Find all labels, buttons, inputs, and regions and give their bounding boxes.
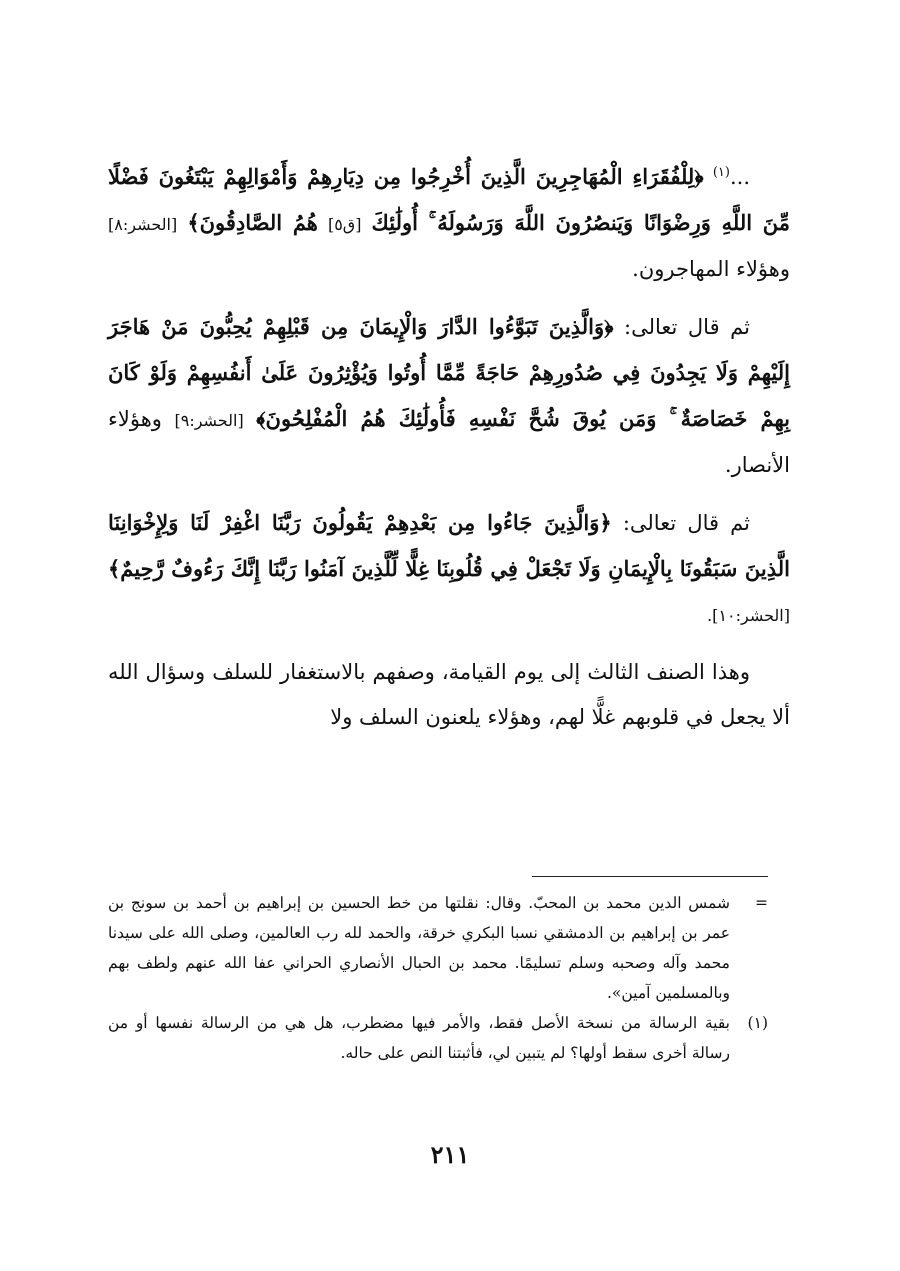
footnotes bbox=[108, 888, 768, 1068]
quran-verse: ﴿وَالَّذِينَ جَاءُوا مِن بَعْدِهِمْ يَقُولُونَ رَبَّنَا اغْفِرْ لَنَا وَلِإِخْوَانِنَا الَّذِينَ سَبَقُونَا بِالْإِيمَانِ وَلَا تَجْعَلْ فِي قُلُوبِنَا غِلًّا لِّلَّذِينَ آمَنُوا رَبَّنَا إِنَّكَ رَءُوفٌ رَّحِيمٌ﴾ bbox=[108, 510, 790, 581]
verse-reference: [الحشر:٩] bbox=[174, 411, 244, 430]
page-number: ٢١١ bbox=[430, 1140, 470, 1169]
footnote-continuation bbox=[108, 888, 768, 1008]
paragraph-third-category bbox=[108, 650, 790, 740]
quran-verse: ﴿لِلْفُقَرَاءِ الْمُهَاجِرِينَ الَّذِينَ أُخْرِجُوا مِن دِيَارِهِمْ وَأَمْوَالِهِمْ يَبْتَغُونَ فَضْلًا مِّنَ اللَّهِ وَرِضْوَانًا وَيَنصُرُونَ اللَّهَ وَرَسُولَهُ ۚ أُولَٰئِكَ bbox=[108, 164, 791, 235]
main-text bbox=[108, 150, 790, 752]
footnote-text: بقية الرسالة من نسخة الأصل فقط، والأمر فيها مضطرب، هل هي من الرسالة نفسها أو من رسالة أخرى سقط أولها؟ لم يتبين لي، فأثبتنا النص على حاله. bbox=[108, 1014, 730, 1062]
paragraph-ansar bbox=[108, 304, 790, 488]
lead-text: ثم قال تعالى: bbox=[624, 315, 750, 339]
footnote-1 bbox=[108, 1008, 768, 1068]
commentary: وهؤلاء الأنصار. bbox=[108, 407, 790, 477]
verse-reference: [الحشر:١٠]. bbox=[707, 606, 790, 625]
lead-text: ثم قال تعالى: bbox=[622, 511, 750, 535]
continuation-marker: = bbox=[755, 894, 768, 912]
footnote-divider bbox=[532, 876, 768, 877]
paragraph-muhajirun bbox=[108, 150, 790, 292]
body-text: وهذا الصنف الثالث إلى يوم القيامة، وصفهم بالاستغفار للسلف وسؤال الله ألا يجعل في قلوبهم غلًّا لهم، وهؤلاء يلعنون السلف ولا bbox=[108, 660, 790, 729]
manuscript-marker: [ق٥] bbox=[327, 215, 362, 234]
commentary: وهؤلاء المهاجرون. bbox=[632, 257, 790, 281]
footnote-number: (١) bbox=[747, 1014, 768, 1032]
verse-reference: [الحشر:٨] bbox=[108, 215, 178, 234]
quran-verse-end: هُمُ الصَّادِقُونَ﴾ bbox=[187, 210, 318, 235]
footnote-text: شمس الدين محمد بن المحبّ. وقال: نقلتها من خط الحسين بن إبراهيم بن أحمد بن سونج بن عمر بن إبراهيم بن الدمشقي نسبا البكري خرقة، والحمد لله رب العالمين، وصلى الله على سيدنا محمد وآله وصحبه وسلم تسليمًا. محمد بن الحبال الأنصاري الحراني عفا الله عنهم ولطف بهم وبالمسلمين آمين». bbox=[108, 894, 730, 1002]
footnote-ref-1[interactable]: (١) bbox=[712, 165, 730, 180]
quran-verse: ﴿وَالَّذِينَ تَبَوَّءُوا الدَّارَ وَالْإِيمَانَ مِن قَبْلِهِمْ يُحِبُّونَ مَنْ هَاجَرَ إِلَيْهِمْ وَلَا يَجِدُونَ فِي صُدُورِهِمْ حَاجَةً مِّمَّا أُوتُوا وَيُؤْثِرُونَ عَلَىٰ أَنفُسِهِمْ وَلَوْ كَانَ بِهِمْ خَصَاصَةٌ ۚ وَمَن يُوقَ شُحَّ نَفْسِهِ فَأُولَٰئِكَ هُمُ الْمُفْلِحُونَ﴾ bbox=[108, 314, 790, 431]
ellipsis: ... bbox=[729, 165, 750, 189]
paragraph-later-generations bbox=[108, 500, 790, 638]
